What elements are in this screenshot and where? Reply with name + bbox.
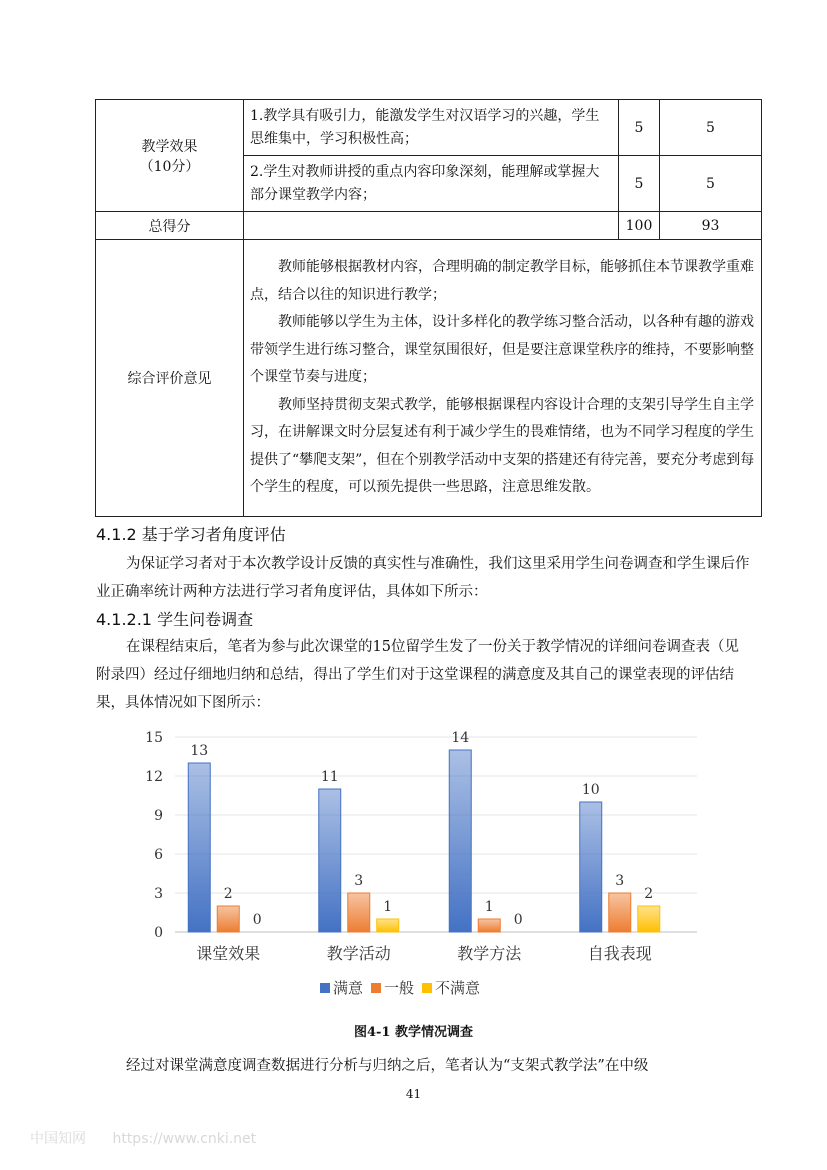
watermark-url: https://www.cnki.net [112, 1131, 257, 1147]
figure-caption: 图4-1 教学情况调查 [353, 1025, 473, 1040]
data-label: 13 [190, 743, 209, 759]
category-label: 教学效果 [141, 138, 198, 155]
data-label: 0 [252, 912, 262, 928]
section-heading: 4.1.2 基于学习者角度评估 [96, 525, 286, 544]
total-row [96, 212, 762, 240]
score-cell: 5 [660, 100, 762, 156]
score-cell: 5 [660, 156, 762, 212]
x-tick-label: 课堂效果 [196, 944, 261, 963]
bar-一般 [348, 893, 370, 932]
comment-row [96, 240, 762, 517]
legend-label: 不满意 [435, 979, 481, 997]
comment-paragraph: 教师坚持贯彻支架式教学，能够根据课程内容设计合理的支架引导学生自主学习，在讲解课文时分层复述有利于减少学生的畏难情绪，也为不同学习程度的学生提供了“攀爬支架”，但在个别教学活动中支架的搭建还有待完善，要充分考虑到每个学生的程度，可以预先提供一些思路，注意思维发散。 [250, 396, 755, 496]
bar-不满意 [377, 919, 399, 932]
body-paragraph: 在课程结束后，笔者为参与此次课堂的15位留学生发了一份关于教学情况的详细问卷调查表（见附录四）经过仔细地归纳和总结，得出了学生们对于这堂课程的满意度及其自己的课堂表现的评估结果，具体情况如下图所示： [96, 639, 739, 711]
watermark-brand: 中国知网 [30, 1131, 86, 1147]
table-row [96, 100, 762, 156]
y-tick-label: 12 [145, 769, 163, 785]
y-tick-label: 3 [154, 886, 163, 902]
data-label: 2 [223, 886, 233, 902]
legend-label: 满意 [333, 979, 364, 997]
evaluation-table [95, 99, 762, 517]
bar-一般 [609, 893, 631, 932]
body-paragraph: 经过对课堂满意度调查数据进行分析与归纳之后，笔者认为“支架式教学法”在中级 [126, 1058, 649, 1074]
data-label: 0 [513, 912, 523, 928]
empty-cell [244, 212, 619, 240]
subsection-heading: 4.1.2.1 学生问卷调查 [96, 610, 254, 629]
bar-满意 [449, 750, 471, 932]
legend-swatch [422, 983, 432, 993]
data-label: 1 [484, 899, 494, 915]
bar-不满意 [638, 906, 660, 932]
body-paragraph: 为保证学习者对于本次教学设计反馈的真实性与准确性，我们这里采用学生问卷调查和学生课后作业正确率统计两种方法进行学习者角度评估，具体如下所示： [96, 556, 750, 600]
comment-paragraph: 教师能够根据教材内容，合理明确的制定教学目标，能够抓住本节课教学重难点，结合以往的知识进行教学； [250, 259, 754, 303]
data-label: 11 [320, 769, 339, 785]
total-max: 100 [619, 212, 660, 240]
y-tick-label: 15 [145, 730, 163, 746]
max-score-cell: 5 [619, 156, 660, 212]
category-points: （10分） [139, 158, 200, 175]
criteria-cell: 2.学生对教师讲授的重点内容印象深刻，能理解或掌握大部分课堂教学内容； [244, 156, 619, 212]
bar-满意 [319, 789, 341, 932]
bar-满意 [580, 802, 602, 932]
survey-bar-chart [120, 727, 710, 1012]
legend-swatch [371, 983, 381, 993]
max-score-cell: 5 [619, 100, 660, 156]
data-label: 3 [354, 873, 364, 889]
data-label: 1 [383, 899, 393, 915]
comment-paragraph: 教师能够以学生为主体，设计多样化的教学练习整合活动，以各种有趣的游戏带领学生进行练习整合，课堂氛围很好，但是要注意课堂秩序的维持，不要影响整个课堂节奏与进度； [250, 314, 754, 386]
category-cell [96, 100, 244, 212]
data-label: 14 [451, 730, 470, 746]
legend-swatch [320, 983, 330, 993]
legend-label: 一般 [384, 979, 415, 997]
bar-满意 [188, 763, 210, 932]
comment-label: 综合评价意见 [96, 240, 244, 517]
bar-一般 [478, 919, 500, 932]
y-tick-label: 9 [154, 808, 163, 824]
y-tick-label: 6 [154, 847, 163, 863]
data-label: 10 [581, 782, 600, 798]
watermark [30, 1128, 278, 1148]
x-tick-label: 教学活动 [326, 944, 391, 963]
comment-cell [244, 240, 762, 517]
x-tick-label: 教学方法 [457, 944, 522, 963]
y-tick-label: 0 [154, 925, 163, 941]
criteria-cell: 1.教学具有吸引力，能激发学生对汉语学习的兴趣，学生思维集中，学习积极性高； [244, 100, 619, 156]
total-score: 93 [660, 212, 762, 240]
x-tick-label: 自我表现 [587, 944, 652, 963]
data-label: 3 [615, 873, 625, 889]
bar-一般 [217, 906, 239, 932]
data-label: 2 [644, 886, 654, 902]
total-label: 总得分 [96, 212, 244, 240]
page-number: 41 [405, 1087, 422, 1101]
